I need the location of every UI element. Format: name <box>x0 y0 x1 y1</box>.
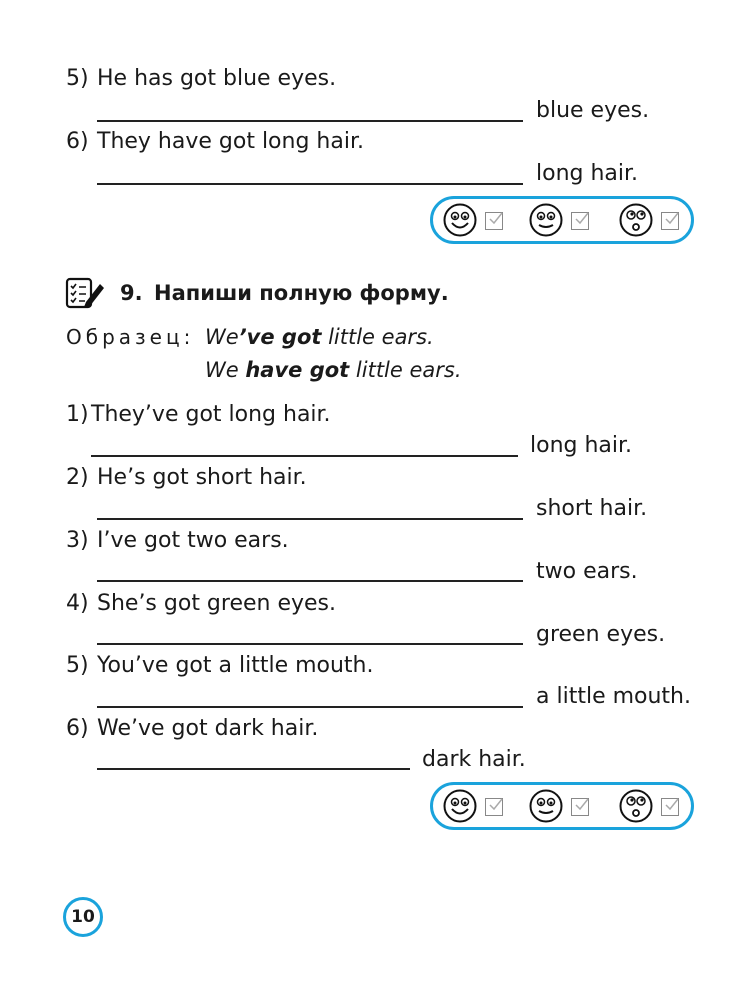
item-number: 5) <box>66 66 89 91</box>
item-ending: long hair. <box>530 433 633 458</box>
item-sentence: They’ve got long hair. <box>91 402 331 427</box>
checkbox-confused[interactable] <box>661 798 679 816</box>
item-sentence: He’s got short hair. <box>97 465 307 490</box>
answer-line[interactable] <box>97 706 523 708</box>
item-number: 2) <box>66 465 89 490</box>
self-assessment-box <box>430 196 694 244</box>
item-sentence: I’ve got two ears. <box>97 528 289 553</box>
answer-line[interactable] <box>97 643 523 645</box>
item-number: 1) <box>66 402 89 427</box>
sample-line-2: We have got little ears. <box>205 358 462 382</box>
page-number: 10 <box>63 897 103 937</box>
checkbox-happy[interactable] <box>485 798 503 816</box>
item-number: 3) <box>66 528 89 553</box>
item-ending: blue eyes. <box>536 98 650 123</box>
checkbox-confused[interactable] <box>661 212 679 230</box>
happy-face-icon <box>443 203 477 237</box>
neutral-face-icon <box>529 203 563 237</box>
sample-line-1: We’ve got little ears. <box>205 325 434 349</box>
item-number: 6) <box>66 129 89 154</box>
self-assessment-box <box>430 782 694 830</box>
answer-line[interactable] <box>97 183 523 185</box>
item-number: 6) <box>66 716 89 741</box>
item-sentence: He has got blue eyes. <box>97 66 337 91</box>
item-ending: long hair. <box>536 161 639 186</box>
item-ending: two ears. <box>536 559 638 584</box>
confused-face-icon <box>619 789 653 823</box>
answer-line[interactable] <box>97 768 410 770</box>
item-sentence: They have got long hair. <box>97 129 364 154</box>
exercise-title: Напиши полную форму. <box>154 281 449 305</box>
item-number: 5) <box>66 653 89 678</box>
answer-line[interactable] <box>97 120 523 122</box>
happy-face-icon <box>443 789 477 823</box>
confused-face-icon <box>619 203 653 237</box>
checkbox-neutral[interactable] <box>571 212 589 230</box>
neutral-face-icon <box>529 789 563 823</box>
item-ending: a little mouth. <box>536 684 691 709</box>
item-ending: green eyes. <box>536 622 666 647</box>
item-sentence: She’s got green eyes. <box>97 591 337 616</box>
checkbox-happy[interactable] <box>485 212 503 230</box>
answer-line[interactable] <box>97 580 523 582</box>
item-sentence: You’ve got a little mouth. <box>97 653 374 678</box>
item-sentence: We’ve got dark hair. <box>97 716 319 741</box>
exercise-number: 9. <box>120 281 143 305</box>
item-number: 4) <box>66 591 89 616</box>
item-ending: dark hair. <box>422 747 526 772</box>
item-ending: short hair. <box>536 496 648 521</box>
checkbox-neutral[interactable] <box>571 798 589 816</box>
answer-line[interactable] <box>91 455 518 457</box>
sample-label: Образец: <box>66 325 195 349</box>
writing-task-icon <box>64 276 106 310</box>
answer-line[interactable] <box>97 518 523 520</box>
